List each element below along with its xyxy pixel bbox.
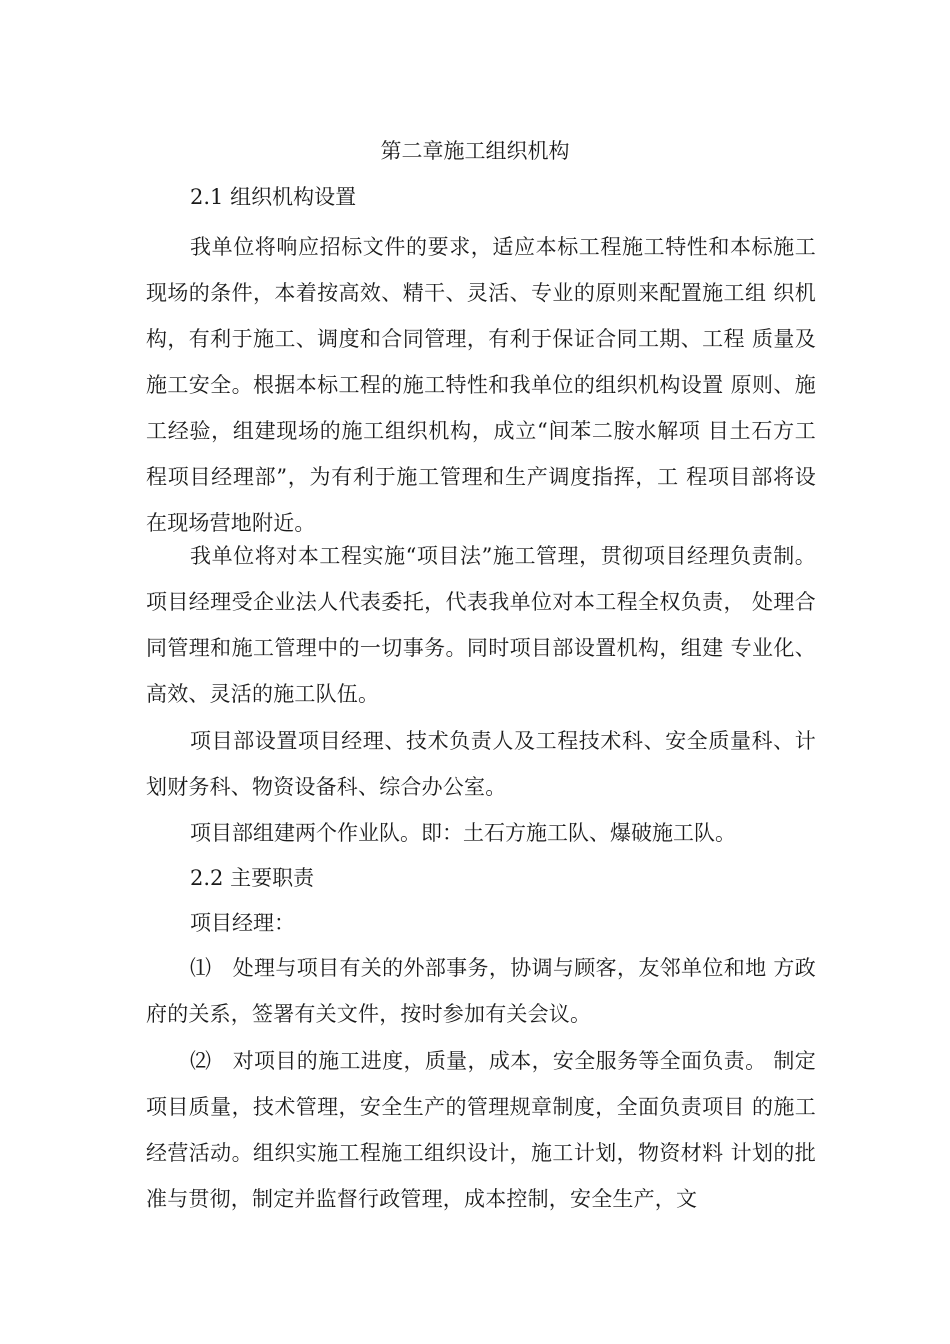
- list-item-1: ⑴ 处理与项目有关的外部事务，协调与顾客，友邻单位和地 方政府的关系，签署有关文件，按时参加有关会议。: [146, 956, 816, 1026]
- paragraph-project-management: 我单位将对本工程实施“项目法”施工管理，贯彻项目经理负责制。项目经理受企业法人代表委托，代表我单位对本工程全权负责， 处理合同管理和施工管理中的一切事务。同时项目部设置机构，组建 专业化、高效、灵活的施工队伍。: [146, 544, 816, 706]
- list-item-2: ⑵ 对项目的施工进度，质量，成本，安全服务等全面负责。 制定项目质量，技术管理，安全生产的管理规章制度，全面负责项目 的施工经营活动。组织实施工程施工组织设计，施工计划，物资材料 计划的批准与贯彻，制定并监督行政管理，成本控制，安全生产，文: [146, 1049, 816, 1211]
- paragraph-organization-setup: 我单位将响应招标文件的要求，适应本标工程施工特性和本标施工现场的条件，本着按高效、精干、灵活、专业的原则来配置施工组 织机构，有利于施工、调度和合同管理，有利于保证合同工期、工程 质量及施工安全。根据本标工程的施工特性和我单位的组织机构设置 原则、施工经验，组建现场的施工组织机构，成立“间苯二胺水解项 目土石方工程项目经理部”，为有利于施工管理和生产调度指挥，工 程项目部将设在现场营地附近。: [146, 235, 816, 535]
- project-manager-label: 项目经理：: [190, 911, 295, 935]
- chapter-title: 第二章施工组织机构: [380, 139, 570, 163]
- section-heading-2-1: 2.1 组织机构设置: [190, 185, 357, 209]
- paragraph-work-teams: 项目部组建两个作业队。即：土石方施工队、爆破施工队。: [190, 821, 736, 845]
- paragraph-departments: 项目部设置项目经理、技术负责人及工程技术科、安全质量科、计划财务科、物资设备科、综合办公室。: [146, 729, 816, 799]
- section-heading-2-2: 2.2 主要职责: [190, 866, 315, 890]
